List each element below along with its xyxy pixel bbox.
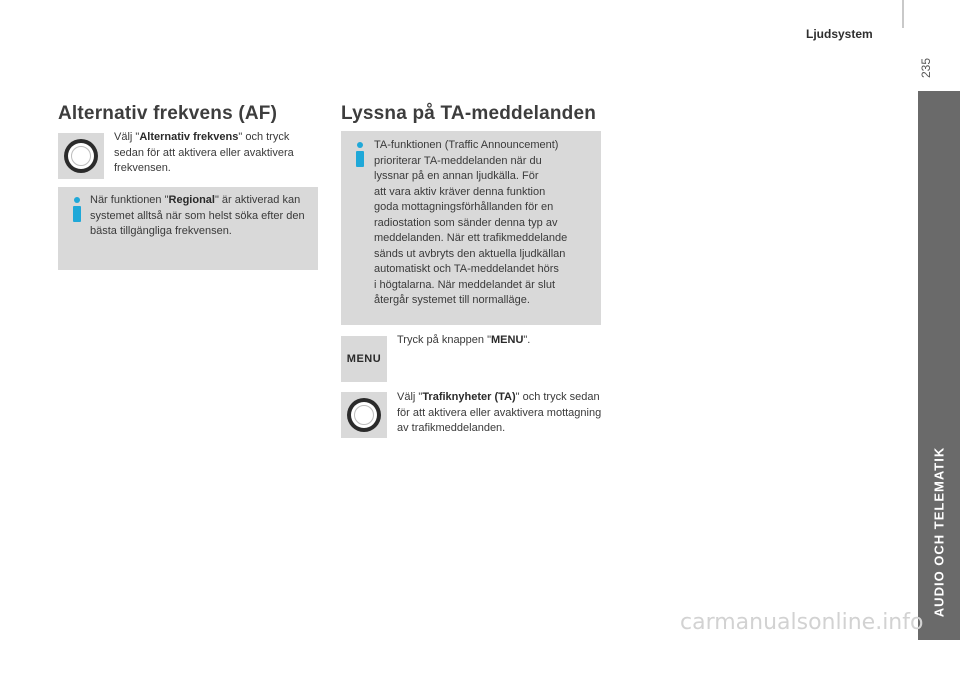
step-select-ta: Välj "Trafiknyheter (TA)" och tryck sedan för att aktivera eller avaktivera mottagning av trafikmeddelanden. — [397, 391, 602, 434]
rotary-knob-image-2 — [341, 392, 387, 438]
header-divider — [902, 0, 904, 28]
info-icon — [70, 197, 84, 223]
rotary-knob-image — [58, 133, 104, 179]
knob-icon — [64, 139, 98, 173]
page-number: 235 — [919, 57, 933, 79]
knob-icon — [347, 398, 381, 432]
chapter-label: AUDIO OCH TELEMATIK — [931, 446, 947, 618]
chapter-label-wrap — [924, 427, 954, 637]
info-icon — [353, 142, 367, 168]
heading-af: Alternativ frekvens (AF) — [58, 103, 278, 124]
section-title: Ljudsystem — [806, 27, 873, 41]
chapter-number: 10 — [922, 651, 956, 684]
info-note-regional — [58, 187, 318, 270]
heading-ta: Lyssna på TA-meddelanden — [341, 103, 597, 124]
note-regional-text: När funktionen "Regional" är aktiverad kan systemet alltså när som helst söka efter den bästa tillgängliga frekvensen. — [90, 194, 305, 237]
step-select-af: Välj "Alternativ frekvens" och tryck sedan för att aktivera eller avaktivera frekvensen. — [114, 131, 294, 174]
info-note-ta — [341, 131, 601, 325]
watermark: carmanualsonline.info — [680, 610, 924, 635]
note-ta-text: TA-funktionen (Traffic Announcement) prioriterar TA-meddelanden när du lyssnar på en annan ljudkälla. För att vara aktiv kräver denna funktion goda mottagningsförhållanden för en radiostation som sänder denna typ av meddelanden. När ett trafikmeddelande sänds ut avbryts den aktuella ljudkällan automatiskt och TA-meddelandet hörs i högtalarna. När meddelandet är slut återgår systemet till normalläge. — [374, 139, 568, 306]
step-press-menu: Tryck på knappen "MENU". — [397, 334, 531, 346]
chapter-side-tab — [918, 91, 960, 684]
menu-key-image: MENU — [341, 336, 387, 382]
